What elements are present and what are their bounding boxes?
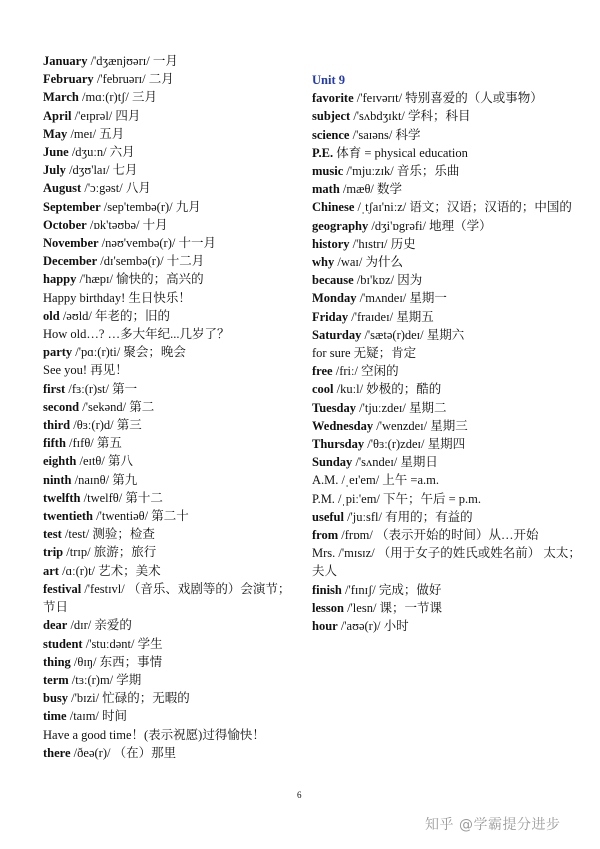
vocab-meaning: 学期 [116, 672, 142, 687]
vocab-entry [43, 726, 298, 744]
vocab-meaning: 二月 [148, 72, 174, 87]
vocab-phonetic: /ɑː(r)t/ [62, 563, 96, 578]
vocab-phonetic: /'wenzdeɪ/ [376, 418, 428, 433]
vocab-entry [312, 162, 590, 180]
vocab-meaning: 聚会；晚会 [123, 345, 186, 360]
vocab-word: March [43, 90, 79, 105]
vocab-meaning: 第二 [129, 399, 155, 414]
vocab-phonetic: /θɪŋ/ [73, 654, 97, 669]
vocab-word: Wednesday [312, 418, 374, 433]
vocab-word: history [312, 236, 350, 251]
vocab-entry [43, 635, 298, 653]
vocab-phonetic: /dɪr/ [70, 618, 92, 633]
vocab-phonetic: /'tjuːzdeɪ/ [359, 400, 406, 415]
vocab-word: Thursday [312, 437, 365, 452]
vocab-meaning: Happy birthday! 生日快乐！ [43, 290, 191, 305]
vocab-word: twelfth [43, 490, 81, 505]
vocab-word: happy [43, 272, 77, 287]
vocab-entry [43, 270, 298, 288]
vocab-entry [312, 253, 590, 271]
vocab-phonetic: /əʊld/ [62, 308, 92, 323]
vocab-entry [312, 599, 590, 617]
vocab-meaning: 第五 [96, 436, 122, 451]
vocab-meaning: 体育 = physical education [336, 145, 468, 160]
vocab-entry [43, 143, 298, 161]
vocab-phonetic: /trɪp/ [66, 545, 91, 560]
vocab-phonetic: /bɪ'kɒz/ [356, 273, 395, 288]
vocab-phonetic: /'sætə(r)deɪ/ [364, 327, 424, 342]
vocab-meaning: 历史 [390, 236, 416, 251]
vocab-meaning: 第八 [108, 454, 134, 469]
vocab-word: Monday [312, 291, 357, 306]
vocab-word: June [43, 145, 69, 160]
vocab-word: twentieth [43, 509, 93, 524]
vocab-entry [312, 471, 590, 489]
vocab-phonetic: /'aʊə(r)/ [340, 619, 381, 634]
vocab-phonetic: /meɪ/ [70, 126, 97, 141]
vocab-entry [312, 581, 590, 599]
vocab-phonetic: /dʒʊ'laɪ/ [69, 163, 110, 178]
vocab-meaning: （音乐、戏剧等的）会演节；节日 [43, 581, 291, 615]
vocab-phonetic: /dɪ'sembə(r)/ [100, 254, 164, 269]
vocab-entry [43, 580, 298, 616]
vocab-meaning: 旅游；旅行 [93, 545, 157, 560]
vocab-phonetic: /sep'tembə(r)/ [103, 199, 173, 214]
vocab-meaning: 完成；做好 [378, 582, 442, 597]
vocab-phonetic: /'stuːdənt/ [85, 636, 135, 651]
vocab-meaning: How old…? …多大年纪...几岁了？ [43, 327, 230, 342]
vocab-word: December [43, 254, 98, 269]
vocab-entry [43, 161, 298, 179]
vocab-phonetic: /'sʌndeɪ/ [355, 455, 398, 470]
vocab-word: eighth [43, 454, 77, 469]
vocab-entry [312, 198, 590, 216]
vocab-meaning: 空闲的 [361, 364, 399, 379]
vocab-meaning: 科学 [395, 127, 421, 142]
vocab-entry [43, 198, 298, 216]
vocab-phonetic: /'februərɪ/ [96, 72, 146, 87]
vocab-phonetic: /'saɪəns/ [352, 127, 393, 142]
vocab-word: there [43, 745, 71, 760]
vocab-meaning: 第三 [116, 418, 142, 433]
vocab-word: science [312, 127, 350, 142]
vocab-word: math [312, 182, 340, 197]
vocab-entry [312, 526, 590, 544]
vocab-word: because [312, 273, 354, 288]
vocab-phonetic: /twelfθ/ [83, 490, 123, 505]
vocab-word: trip [43, 545, 64, 560]
vocab-meaning: 十月 [142, 217, 168, 232]
vocab-entry [43, 325, 298, 343]
vocab-entry [43, 216, 298, 234]
vocab-entry [312, 271, 590, 289]
right-vocab-column [312, 71, 590, 635]
vocab-phonetic: /'sekənd/ [82, 399, 127, 414]
vocab-word: Tuesday [312, 400, 357, 415]
vocab-word: time [43, 709, 67, 724]
vocab-entry [312, 453, 590, 471]
vocab-meaning: 有用的；有益的 [385, 509, 473, 524]
vocab-entry [312, 235, 590, 253]
page-number: 6 [297, 790, 302, 800]
vocab-entry [43, 562, 298, 580]
vocab-entry [43, 398, 298, 416]
vocab-phonetic: /friː/ [335, 364, 358, 379]
vocab-meaning: 课；一节课 [379, 600, 443, 615]
unit-9-word-list [312, 89, 590, 635]
vocab-meaning: 六月 [109, 145, 135, 160]
vocab-meaning: 艺术；美术 [98, 563, 161, 578]
vocab-phonetic: /'pɑː(r)ti/ [75, 345, 121, 360]
vocab-meaning: 第九 [112, 472, 138, 487]
vocab-entry [43, 489, 298, 507]
vocab-entry [312, 399, 590, 417]
vocab-entry [312, 508, 590, 526]
vocab-entry [43, 88, 298, 106]
vocab-word: lesson [312, 600, 344, 615]
vocab-word: first [43, 381, 66, 396]
vocab-meaning: 学生 [137, 636, 163, 651]
vocab-phonetic: /'juːsfl/ [347, 509, 382, 524]
vocab-meaning: （表示开始的时间）从…开始 [375, 528, 539, 543]
vocab-entry [312, 326, 590, 344]
vocab-meaning: 为什么 [365, 255, 403, 270]
vocab-word: student [43, 636, 83, 651]
vocab-phonetic: /'eɪprəl/ [74, 108, 113, 123]
vocab-entry [312, 308, 590, 326]
vocab-meaning: 学科；科目 [408, 109, 471, 124]
vocab-meaning: 四月 [115, 108, 141, 123]
vocab-phonetic: /fɜː(r)st/ [68, 381, 109, 396]
vocab-word: P.E. [312, 145, 334, 160]
vocab-entry [312, 89, 590, 107]
vocab-phonetic: /'mjuːzɪk/ [346, 164, 394, 179]
vocab-meaning: See you! 再见！ [43, 363, 128, 378]
vocab-phonetic: /dʒuːn/ [71, 145, 107, 160]
vocab-phonetic: /'festɪvl/ [84, 581, 125, 596]
vocab-phonetic: /ˌtʃaɪ'niːz/ [357, 200, 407, 215]
vocab-entry [43, 289, 298, 307]
vocab-meaning: 小时 [383, 619, 409, 634]
vocab-phonetic: /mɑː(r)tʃ/ [82, 90, 129, 105]
vocab-word: Sunday [312, 455, 353, 470]
vocab-entry [43, 234, 298, 252]
vocab-meaning: 三月 [131, 90, 157, 105]
vocab-entry [43, 252, 298, 270]
vocab-meaning: 愉快的；高兴的 [116, 272, 204, 287]
vocab-meaning: 忙碌的；无暇的 [102, 691, 190, 706]
vocab-entry [43, 525, 298, 543]
vocab-word: festival [43, 581, 82, 596]
vocab-word: favorite [312, 91, 354, 106]
vocab-word: fifth [43, 436, 66, 451]
vocab-meaning: 第一 [112, 381, 138, 396]
vocab-entry [312, 362, 590, 380]
vocab-meaning: Have a good time！(表示祝愿)过得愉快！ [43, 727, 265, 742]
vocab-entry [43, 744, 298, 762]
vocab-word: art [43, 563, 59, 578]
vocab-meaning: 十一月 [178, 236, 216, 251]
vocab-entry [43, 653, 298, 671]
vocab-phonetic: /ɒk'təʊbə/ [89, 217, 140, 232]
vocab-word: geography [312, 218, 369, 233]
watermark: 知乎 @学霸提分进步 [425, 817, 561, 833]
vocab-meaning: 妙极的；酷的 [366, 382, 442, 397]
vocab-phonetic: /'θɜː(r)zdeɪ/ [367, 437, 425, 452]
vocab-word: August [43, 181, 82, 196]
vocab-word: hour [312, 619, 338, 634]
vocab-word: November [43, 236, 99, 251]
vocab-entry [312, 126, 590, 144]
vocab-meaning: 数学 [377, 182, 403, 197]
vocab-entry [312, 380, 590, 398]
vocab-word: thing [43, 654, 71, 669]
vocab-meaning: 语文；汉语；汉语的；中国的 [409, 200, 572, 215]
vocab-meaning: 时间 [102, 709, 128, 724]
vocab-word: third [43, 418, 71, 433]
vocab-phonetic: /kuːl/ [336, 382, 364, 397]
vocab-entry [43, 70, 298, 88]
vocab-meaning: 一月 [152, 54, 178, 68]
vocab-entry [43, 107, 298, 125]
vocab-word: Friday [312, 309, 349, 324]
vocab-meaning: P.M. /ˌpiː'em/ 下午；午后 = p.m. [312, 491, 482, 506]
vocab-entry [312, 217, 590, 235]
vocab-entry [312, 107, 590, 125]
vocab-meaning: 八月 [125, 181, 151, 196]
vocab-word: Saturday [312, 327, 362, 342]
vocab-entry [43, 434, 298, 452]
vocab-entry [312, 180, 590, 198]
vocab-word: busy [43, 691, 69, 706]
vocab-entry [43, 52, 298, 70]
vocab-phonetic: /frɒm/ [341, 528, 373, 543]
vocab-phonetic: /taɪm/ [69, 709, 99, 724]
vocab-meaning: 九月 [175, 199, 201, 214]
vocab-entry [312, 417, 590, 435]
vocab-entry [312, 544, 590, 580]
vocab-meaning: Mrs. /'mɪsɪz/ （用于女子的姓氏或姓名前） 太太；夫人 [312, 546, 581, 579]
vocab-word: useful [312, 509, 344, 524]
vocab-word: why [312, 255, 335, 270]
vocab-meaning: 七月 [112, 163, 138, 178]
vocab-word: October [43, 217, 87, 232]
vocab-phonetic: /mæθ/ [342, 182, 374, 197]
vocab-phonetic: /θɜː(r)d/ [73, 418, 114, 433]
vocab-word: September [43, 199, 101, 214]
vocab-meaning: 星期二 [408, 400, 447, 415]
left-vocab-column [43, 52, 298, 762]
vocab-phonetic: /'lesn/ [347, 600, 377, 615]
vocab-entry [312, 289, 590, 307]
vocab-phonetic: /nəʊ'vembə(r)/ [101, 236, 176, 251]
vocab-entry [43, 125, 298, 143]
vocab-phonetic: /'dʒænjʊərɪ/ [90, 54, 150, 68]
vocab-word: May [43, 126, 68, 141]
vocab-word: subject [312, 109, 351, 124]
vocab-entry [312, 144, 590, 162]
vocab-phonetic: /test/ [64, 527, 90, 542]
vocab-word: February [43, 72, 94, 87]
vocab-phonetic: /'fraɪdeɪ/ [351, 309, 394, 324]
vocab-word: term [43, 672, 69, 687]
vocab-word: free [312, 364, 333, 379]
vocab-phonetic: /ðeə(r)/ [73, 745, 111, 760]
vocab-meaning: 十二月 [166, 254, 205, 269]
vocab-entry [312, 435, 590, 453]
vocab-entry [43, 707, 298, 725]
vocab-phonetic: /dʒi'ɒgrəfi/ [371, 218, 426, 233]
vocab-meaning: 星期日 [400, 455, 438, 470]
vocab-meaning: 星期四 [427, 437, 466, 452]
vocab-word: April [43, 108, 72, 123]
vocab-entry [43, 671, 298, 689]
vocab-entry [43, 343, 298, 361]
vocab-word: dear [43, 618, 68, 633]
vocab-entry [43, 689, 298, 707]
vocab-meaning: 年老的；旧的 [95, 308, 171, 323]
vocab-phonetic: /'ɔːgəst/ [84, 181, 123, 196]
vocab-word: finish [312, 582, 342, 597]
vocab-meaning: 星期一 [409, 291, 447, 306]
vocab-entry [43, 416, 298, 434]
vocab-phonetic: /naɪnθ/ [74, 472, 110, 487]
vocab-meaning: 特别喜爱的（人或事物） [405, 91, 543, 106]
vocab-phonetic: /'fɪnɪʃ/ [345, 582, 376, 597]
vocab-entry [43, 616, 298, 634]
vocab-entry [43, 507, 298, 525]
vocab-phonetic: /'feɪvərɪt/ [356, 91, 403, 106]
vocab-phonetic: /waɪ/ [337, 255, 363, 270]
vocab-phonetic: /'twentiəθ/ [96, 509, 149, 524]
vocab-word: ninth [43, 472, 72, 487]
vocab-meaning: 亲爱的 [94, 618, 132, 633]
vocab-meaning: 第十二 [125, 490, 163, 505]
vocab-entry [43, 543, 298, 561]
vocab-meaning: for sure 无疑；肯定 [312, 346, 417, 361]
vocab-meaning: 第二十 [151, 509, 189, 524]
vocab-word: party [43, 345, 73, 360]
vocab-meaning: 星期六 [426, 327, 465, 342]
vocab-meaning: 地理（学） [429, 218, 492, 233]
vocab-entry [43, 307, 298, 325]
vocab-phonetic: /'hæpɪ/ [79, 272, 113, 287]
vocab-phonetic: /'bɪzi/ [71, 691, 100, 706]
vocab-word: music [312, 164, 344, 179]
vocab-meaning: （在）那里 [113, 745, 177, 760]
vocab-meaning: A.M. /ˌeɪ'em/ 上午 =a.m. [312, 473, 439, 488]
vocab-meaning: 五月 [99, 126, 125, 141]
vocab-phonetic: /tɜː(r)m/ [71, 672, 114, 687]
vocab-meaning: 星期三 [430, 418, 468, 433]
vocab-entry [312, 344, 590, 362]
vocab-entry [43, 471, 298, 489]
vocab-meaning: 东西；事情 [99, 654, 163, 669]
vocab-word: Chinese [312, 200, 355, 215]
vocab-entry [312, 490, 590, 508]
vocab-word: cool [312, 382, 334, 397]
vocab-phonetic: /'mʌndeɪ/ [359, 291, 407, 306]
vocab-word: old [43, 308, 60, 323]
vocab-meaning: 星期五 [396, 309, 434, 324]
vocab-meaning: 测验；检查 [92, 527, 155, 542]
vocab-phonetic: /fɪfθ/ [69, 436, 94, 451]
vocab-phonetic: /'hɪstrɪ/ [352, 236, 388, 251]
vocab-entry [312, 617, 590, 635]
vocab-entry [43, 452, 298, 470]
vocab-word: July [43, 163, 66, 178]
vocab-entry [43, 361, 298, 379]
vocab-word: January [43, 54, 88, 68]
vocab-meaning: 音乐；乐曲 [396, 164, 460, 179]
vocab-phonetic: /eɪtθ/ [79, 454, 105, 469]
vocab-word: from [312, 528, 339, 543]
vocab-word: test [43, 527, 62, 542]
vocab-phonetic: /'sʌbdʒɪkt/ [353, 109, 405, 124]
vocab-meaning: 因为 [397, 273, 423, 288]
unit-heading: Unit 9 [312, 73, 345, 87]
vocab-word: second [43, 399, 80, 414]
vocab-entry [43, 380, 298, 398]
vocab-entry [43, 179, 298, 197]
